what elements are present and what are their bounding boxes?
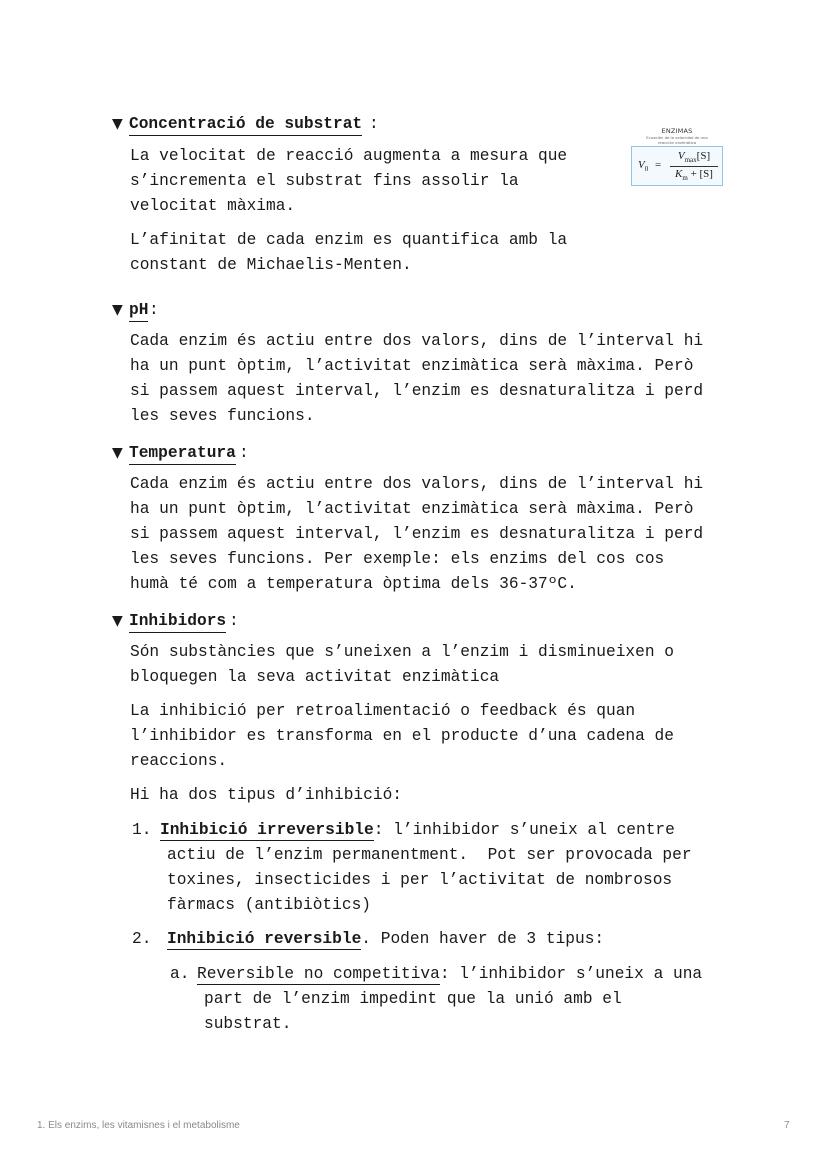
paragraph: Hi ha dos tipus d’inhibició: (130, 786, 402, 804)
formula-title: ENZIMAS (661, 127, 693, 135)
list-number: 2. (132, 930, 152, 948)
paragraph: Són substàncies que s’uneixen a l’enzim i disminueixen o bloquegen la seva activitat enzimàtica (130, 643, 674, 686)
section-heading[interactable] (112, 443, 732, 467)
sub-list-item-text: : l’inhibidor s’uneix a una (439, 965, 703, 983)
section-ph (112, 300, 732, 425)
heading-colon: : (239, 444, 249, 462)
formula-lhs: $V_0$ (638, 159, 649, 174)
heading-title: pH (129, 300, 148, 322)
list-item-text: . Poden haver de 3 tipus: (361, 930, 605, 948)
section-heading[interactable] (112, 300, 732, 324)
list-item (130, 927, 730, 952)
sub-list-item-continuation: part de l’enzim impedint que la unió amb el substrat. (204, 990, 622, 1033)
list-number: 1. (132, 821, 152, 839)
footer-title: 1. Els enzims, les vitamisnes i el metabolisme (37, 1120, 240, 1131)
page-number: 7 (784, 1120, 790, 1131)
formula-fraction-line (670, 166, 718, 167)
sub-list-item-title: Reversible no competitiva (197, 965, 440, 983)
formula-equals: = (655, 159, 662, 171)
section-heading[interactable] (112, 114, 732, 138)
section-heading[interactable] (112, 611, 732, 635)
heading-title: Temperatura (129, 443, 236, 465)
heading-title: Inhibidors (129, 611, 226, 633)
section-body (130, 144, 567, 278)
list-item-first-line (160, 818, 675, 843)
section-inhibidors (112, 611, 732, 1033)
heading-colon: : (369, 115, 379, 133)
formula-denominator: $K_m + [S]$ (675, 168, 713, 183)
sub-list-letter: a. (170, 965, 190, 983)
formula-subtitle: Ecuación de la velocidad de una reacción enzimática (646, 135, 708, 145)
section-body (130, 329, 703, 429)
list-item-text: : l’inhibidor s’uneix al centre (373, 821, 675, 839)
heading-colon: : (149, 301, 159, 319)
paragraph: L’afinitat de cada enzim es quantifica amb la constant de Michaelis-Menten. (130, 231, 568, 274)
formula-box (631, 146, 723, 186)
list-item-continuation: actiu de l’enzim permanentment. Pot ser provocada per toxines, insecticides i per l’activitat de nombrosos fàrmacs (antibiòtics) (167, 846, 692, 914)
list-item-first-line (167, 927, 604, 952)
list-item-title: Inhibició reversible (167, 930, 362, 948)
sub-list-item (130, 962, 730, 1037)
paragraph: Cada enzim és actiu entre dos valors, dins de l’interval hi ha un punt òptim, l’activitat enzimàtica serà màxima. Però si passem aquest interval, l’enzim es desnaturalitza i perd les seves funcions. (130, 332, 704, 425)
section-body (130, 472, 703, 597)
collapse-triangle-icon[interactable]: ▼ (112, 302, 123, 318)
collapse-triangle-icon[interactable]: ▼ (112, 116, 123, 132)
paragraph: La velocitat de reacció augmenta a mesura que s’incrementa el substrat fins assolir la velocitat màxima. (130, 147, 568, 215)
section-temperatura (112, 443, 732, 593)
heading-title: Concentració de substrat (129, 114, 362, 136)
paragraph: La inhibició per retroalimentació o feedback és quan l’inhibidor es transforma en el producte d’una cadena de reaccions. (130, 702, 674, 770)
section-body (130, 640, 730, 1037)
collapse-triangle-icon[interactable]: ▼ (112, 613, 123, 629)
heading-colon: : (229, 612, 239, 630)
list-item-title: Inhibició irreversible (160, 821, 374, 839)
collapse-triangle-icon[interactable]: ▼ (112, 445, 123, 461)
sub-list-item-first-line (197, 962, 702, 987)
formula-numerator: $V_{max}[S]$ (677, 150, 711, 165)
paragraph: Cada enzim és actiu entre dos valors, dins de l’interval hi ha un punt òptim, l’activitat enzimàtica serà màxima. Però si passem aquest interval, l’enzim es desnaturalitza i perd les seves funcions. Per exemple: els enzims del cos cos humà té com a temperatura òptima dels 36-37ºC. (130, 475, 704, 593)
list-item (130, 818, 730, 918)
